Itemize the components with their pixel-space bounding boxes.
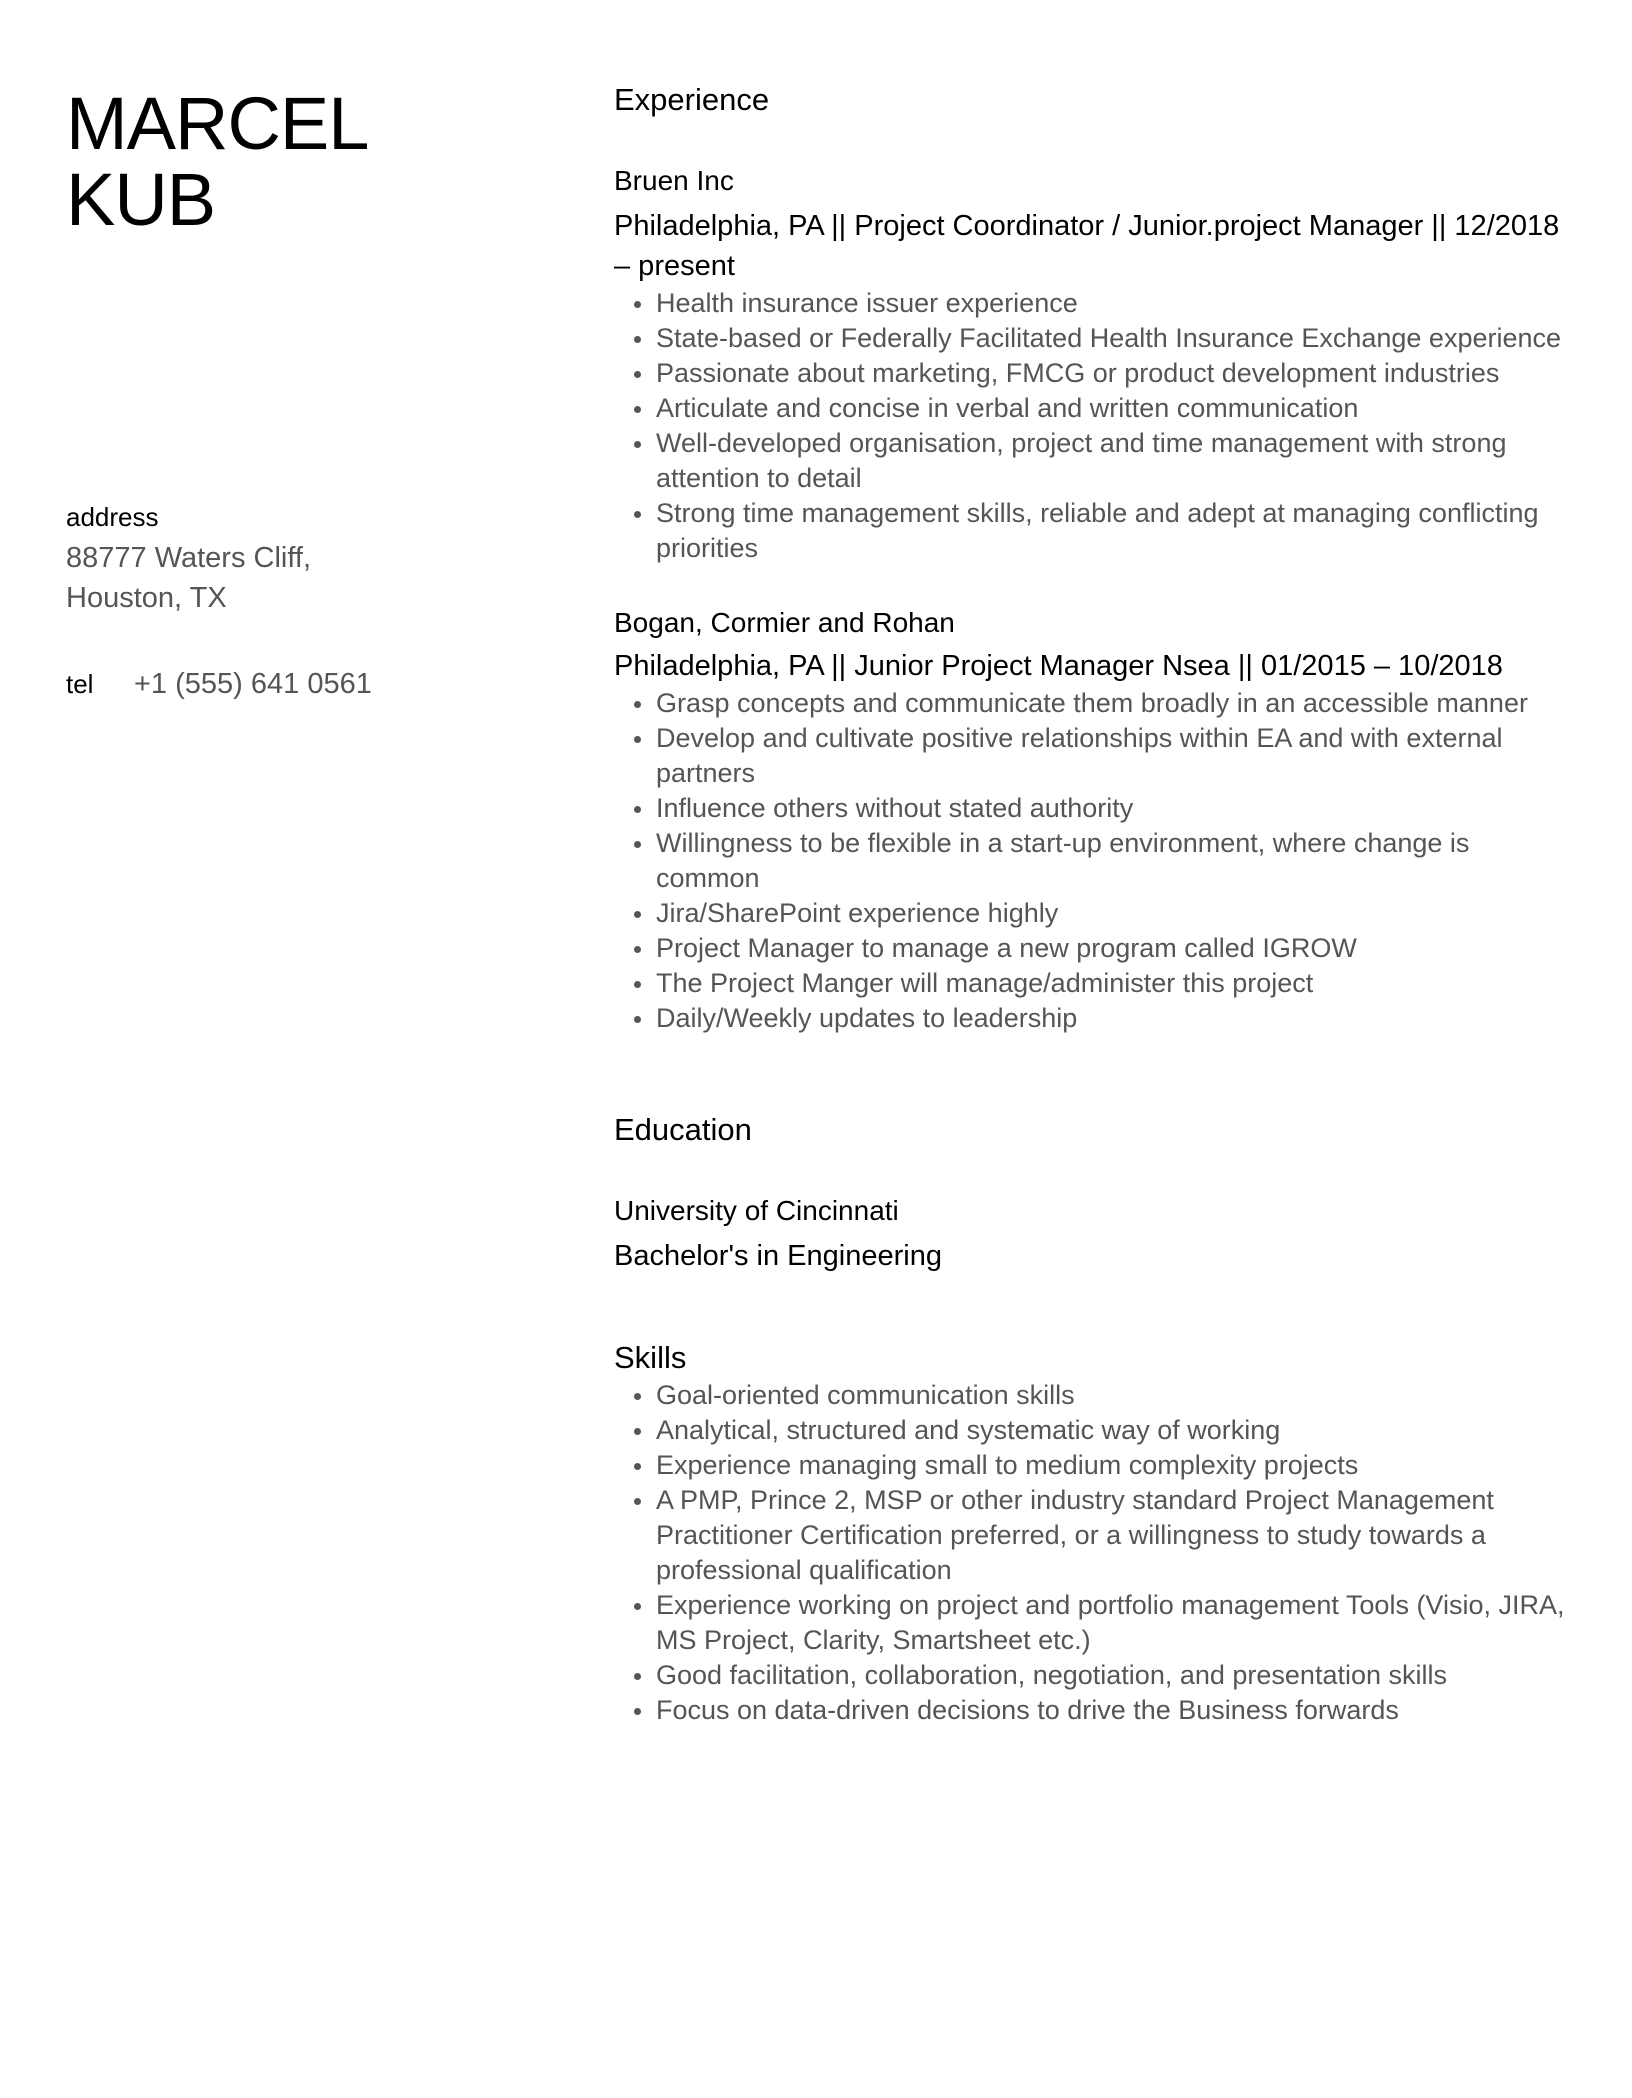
list-item: Willingness to be flexible in a start-up environment, where change is common [656, 826, 1574, 896]
list-item: Develop and cultivate positive relationships within EA and with external partners [656, 721, 1574, 791]
list-item: Strong time management skills, reliable and adept at managing conflicting priorities [656, 496, 1574, 566]
last-name: KUB [66, 158, 216, 241]
list-item: Good facilitation, collaboration, negotiation, and presentation skills [656, 1658, 1574, 1693]
list-item: Articulate and concise in verbal and written communication [656, 391, 1574, 426]
address-value [66, 538, 311, 618]
address-label: address [66, 502, 159, 532]
tel-label: tel [66, 669, 94, 699]
job-bullets [614, 686, 1574, 1036]
education-school: University of Cincinnati [614, 1195, 899, 1226]
list-item: Daily/Weekly updates to leadership [656, 1001, 1574, 1036]
list-item: Passionate about marketing, FMCG or product development industries [656, 356, 1574, 391]
list-item: Analytical, structured and systematic way of working [656, 1413, 1574, 1448]
list-item: Well-developed organisation, project and time management with strong attention to detail [656, 426, 1574, 496]
skills-list [614, 1378, 1574, 1728]
education-heading: Education [614, 1112, 752, 1147]
list-item: Grasp concepts and communicate them broadly in an accessible manner [656, 686, 1574, 721]
list-item: The Project Manger will manage/administer this project [656, 966, 1574, 1001]
list-item: Goal-oriented communication skills [656, 1378, 1574, 1413]
first-name: MARCEL [66, 82, 369, 165]
list-item: Experience working on project and portfolio management Tools (Visio, JIRA, MS Project, Clarity, Smartsheet etc.) [656, 1588, 1574, 1658]
education-degree: Bachelor's in Engineering [614, 1240, 942, 1272]
job-entry [614, 604, 1574, 1036]
address-line-1: 88777 Waters Cliff, [66, 542, 311, 574]
job-meta: Philadelphia, PA || Project Coordinator / Junior.project Manager || 12/2018 – present [614, 210, 1560, 282]
tel-row [66, 666, 372, 702]
skills-section [614, 1338, 1574, 1728]
tel-value: +1 (555) 641 0561 [134, 668, 372, 700]
candidate-name [66, 82, 369, 241]
experience-heading: Experience [614, 82, 770, 117]
job-company: Bogan, Cormier and Rohan [614, 607, 955, 638]
list-item: Focus on data-driven decisions to drive the Business forwards [656, 1693, 1574, 1728]
list-item: Influence others without stated authority [656, 791, 1574, 826]
list-item: Experience managing small to medium complexity projects [656, 1448, 1574, 1483]
list-item: A PMP, Prince 2, MSP or other industry standard Project Management Practitioner Certification preferred, or a willingness to study towards a professional qualification [656, 1483, 1574, 1588]
main-column [614, 80, 1574, 1728]
skills-heading: Skills [614, 1340, 687, 1375]
list-item: State-based or Federally Facilitated Health Insurance Exchange experience [656, 321, 1574, 356]
list-item: Project Manager to manage a new program called IGROW [656, 931, 1574, 966]
address-line-2: Houston, TX [66, 582, 227, 614]
list-item: Jira/SharePoint experience highly [656, 896, 1574, 931]
job-bullets [614, 286, 1574, 566]
job-company: Bruen Inc [614, 165, 734, 196]
list-item: Health insurance issuer experience [656, 286, 1574, 321]
job-meta: Philadelphia, PA || Junior Project Manager Nsea || 01/2015 – 10/2018 [614, 650, 1503, 682]
education-section [614, 1110, 1574, 1276]
experience-section [614, 80, 1574, 1036]
job-entry [614, 162, 1574, 566]
